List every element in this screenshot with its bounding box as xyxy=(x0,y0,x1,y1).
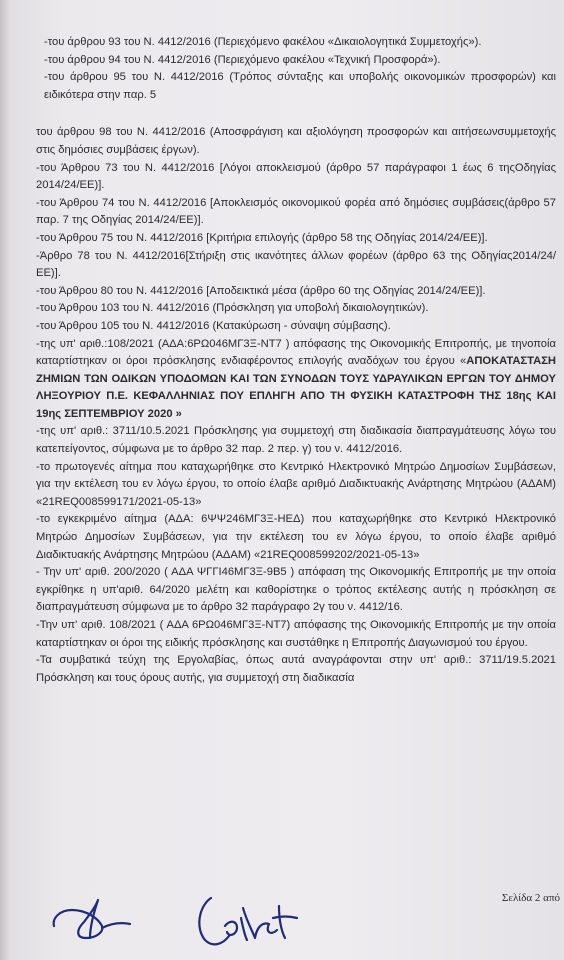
paragraph-article-98: του άρθρου 98 του Ν. 4412/2016 (Αποσφράγιση και αξιολόγηση προσφορών και αιτήσεωνσυμμετοχής στις δημόσιες συμβάσεις έργων). xyxy=(36,126,556,156)
paragraph-invitation-3711: -της υπ' αριθ.: 3711/10.5.2021 Πρόσκλησης για συμμετοχή στη διαδικασία διαπραγμάτευσης λόγω του κατεπείγοντος, σύμφωνα με το άρθρο 32 παρ. 2 περ. γ) του ν. 4412/2016. xyxy=(36,425,556,456)
paragraph-decision-108-committee: -Την υπ' αριθ. 108/2021 ( ΑΔΑ 6ΡΩ046ΜΓ3Ξ-ΝΤ7) απόφασης της Οικονομικής Επιτροπής με την οποία καταρτίστηκαν οι όροι της ειδικής πρόσκλησης και συστάθηκε η Επιτροπής Διαγωνισμού του έργου. xyxy=(36,619,556,649)
paragraph-approved-request: -το εγκεκριμένο αίτημα (ΑΔΑ: 6ΨΨ246ΜΓ3Ξ-ΗΕΔ) που καταχωρήθηκε στο Κεντρικό Ηλεκτρονικό Μητρώο Δημοσίων Συμβάσεων, για την εκτέλεση του εν λόγω έργου, το οποίο έλαβε αριθμό Διαδικτυακής Ανάρτησης Μητρώου (ΑΔΑΜ) «21REQ008599202/2021-05-13» xyxy=(36,513,556,561)
paragraph-article-93: -του άρθρου 93 του Ν. 4412/2016 (Περιεχόμενο φακέλου «Δικαιολογητικά Συμμετοχής»). xyxy=(44,36,482,48)
paragraph-article-75: -του Άρθρου 75 του Ν. 4412/2016 [Κριτήρια επιλογής (άρθρο 58 της Οδηγίας 2014/24/ΕΕ)]. xyxy=(36,231,488,244)
paragraph-primary-request: -το πρωτογενές αίτημα που καταχωρήθηκε στο Κεντρικό Ηλεκτρονικό Μητρώο Δημοσίων Συμβάσεων, για την εκτέλεση του εν λόγω έργου, το οποίο έλαβε αριθμό Διαδικτυακής Ανάρτησης Μητρώου (ΑΔΑΜ) «21REQ008599171/2021-05-13» xyxy=(36,460,556,508)
paragraph-article-105: -του Άρθρου 105 του Ν. 4412/2016 (Κατακύρωση - σύναψη σύμβασης). xyxy=(36,319,391,332)
decision-108-text: -της υπ' αριθ.:108/2021 (ΑΔΑ:6ΡΩ046ΜΓ3Ξ-ΝΤ7 ) απόφασης της Οικονομικής Επιτροπής, με τηνοποία καταρτίστηκαν οι όροι πρόσκλησης ενδιαφέροντος επιλογής αναδόχων του έργου « xyxy=(36,337,556,368)
signature-2-icon xyxy=(185,878,305,958)
paragraph-article-94: -του άρθρου 94 του Ν. 4412/2016 (Περιεχόμενο φακέλου «Τεχνική Προσφορά»). xyxy=(44,53,441,66)
signature-1-icon xyxy=(46,888,136,948)
paragraph-article-73: -του Άρθρου 73 του Ν. 4412/2016 [Λόγοι αποκλεισμού (άρθρο 57 παράγραφοι 1 έως 6 τηςΟδηγίας 2014/24/ΕΕ)]. xyxy=(36,161,556,192)
paragraph-decision-108 xyxy=(36,336,556,424)
paragraph-article-74: -του Άρθρου 74 του Ν. 4412/2016 [Αποκλεισμός οικονομικού φορέα από δημόσιες συμβάσεις(άρθρο 57 παρ. 7 της Οδηγίας 2014/24/ΕΕ)]. xyxy=(36,196,556,227)
page-number: Σελίδα 2 από xyxy=(501,892,560,904)
document-body xyxy=(36,34,556,687)
paragraph-decision-200: - Την υπ' αριθ. 200/2020 ( ΑΔΑ ΨΓΓΙ46ΜΓ3Ξ-9Β5 ) απόφαση της Οικονομικής Επιτροπής με την οποία εγκρίθηκε η υπ'αριθ. 64/2020 μελέτη και καθορίστηκε ο τρόπος εκτέλεσης αυτής η πρόσκληση σε διαπραγμάτευση σύμφωνα με το άρθρο 32 παράγραφο 2γ του ν. 4412/16. xyxy=(36,566,556,614)
paragraph-article-80: -του Άρθρου 80 του Ν. 4412/2016 [Αποδεικτικά μέσα (άρθρο 60 της Οδηγίας 2014/24/ΕΕ)]. xyxy=(36,284,486,297)
paragraph-article-103: -του Άρθρου 103 του Ν. 4412/2016 (Πρόσκληση για υποβολή δικαιολογητικών). xyxy=(36,302,429,315)
page-edge-shadow xyxy=(0,0,10,960)
project-title: ΑΠΟΚΑΤΑΣΤΑΣΗ ΖΗΜΙΩΝ ΤΩΝ ΟΔΙΚΩΝ ΥΠΟΔΟΜΩΝ ΚΑΙ ΤΩΝ ΣΥΝΟΔΩΝ ΤΟΥΣ ΥΔΡΑΥΛΙΚΩΝ ΕΡΓΩΝ ΤΟΥ ΔΗΜΟΥ ΛΗΞΟΥΡΙΟΥ Π.Ε. ΚΕΦΑΛΛΗΝΙΑΣ ΠΟΥ ΕΠΛΗΓΗ ΑΠΟ ΤΗ ΦΥΣΙΚΗ ΚΑΤΑΣΤΡΟΦΗ ΤΗΣ 18ης ΚΑΙ 19ης ΣΕΠΤΕΜΒΡΙΟΥ 2020 » xyxy=(36,355,556,420)
paragraph-article-95: -του άρθρου 95 του Ν. 4412/2016 (Τρόπος σύνταξης και υποβολής οικονομικών προσφορών) και ειδικότερα στην παρ. 5 xyxy=(44,71,556,101)
paragraph-article-78: -Άρθρο 78 του Ν. 4412/2016[Στήριξη στις ικανότητες άλλων φορέων (άρθρο 63 της Οδηγίας2014/24/ΕΕ)]. xyxy=(36,249,556,280)
paragraph-contract-documents: -Τα συμβατικά τεύχη της Εργολαβίας, όπως αυτά αναγράφονται στην υπ' αριθ.: 3711/19.5.2021 Πρόσκληση και τους όρους αυτής, για συμμετοχή στη διαδικασία xyxy=(36,654,556,684)
